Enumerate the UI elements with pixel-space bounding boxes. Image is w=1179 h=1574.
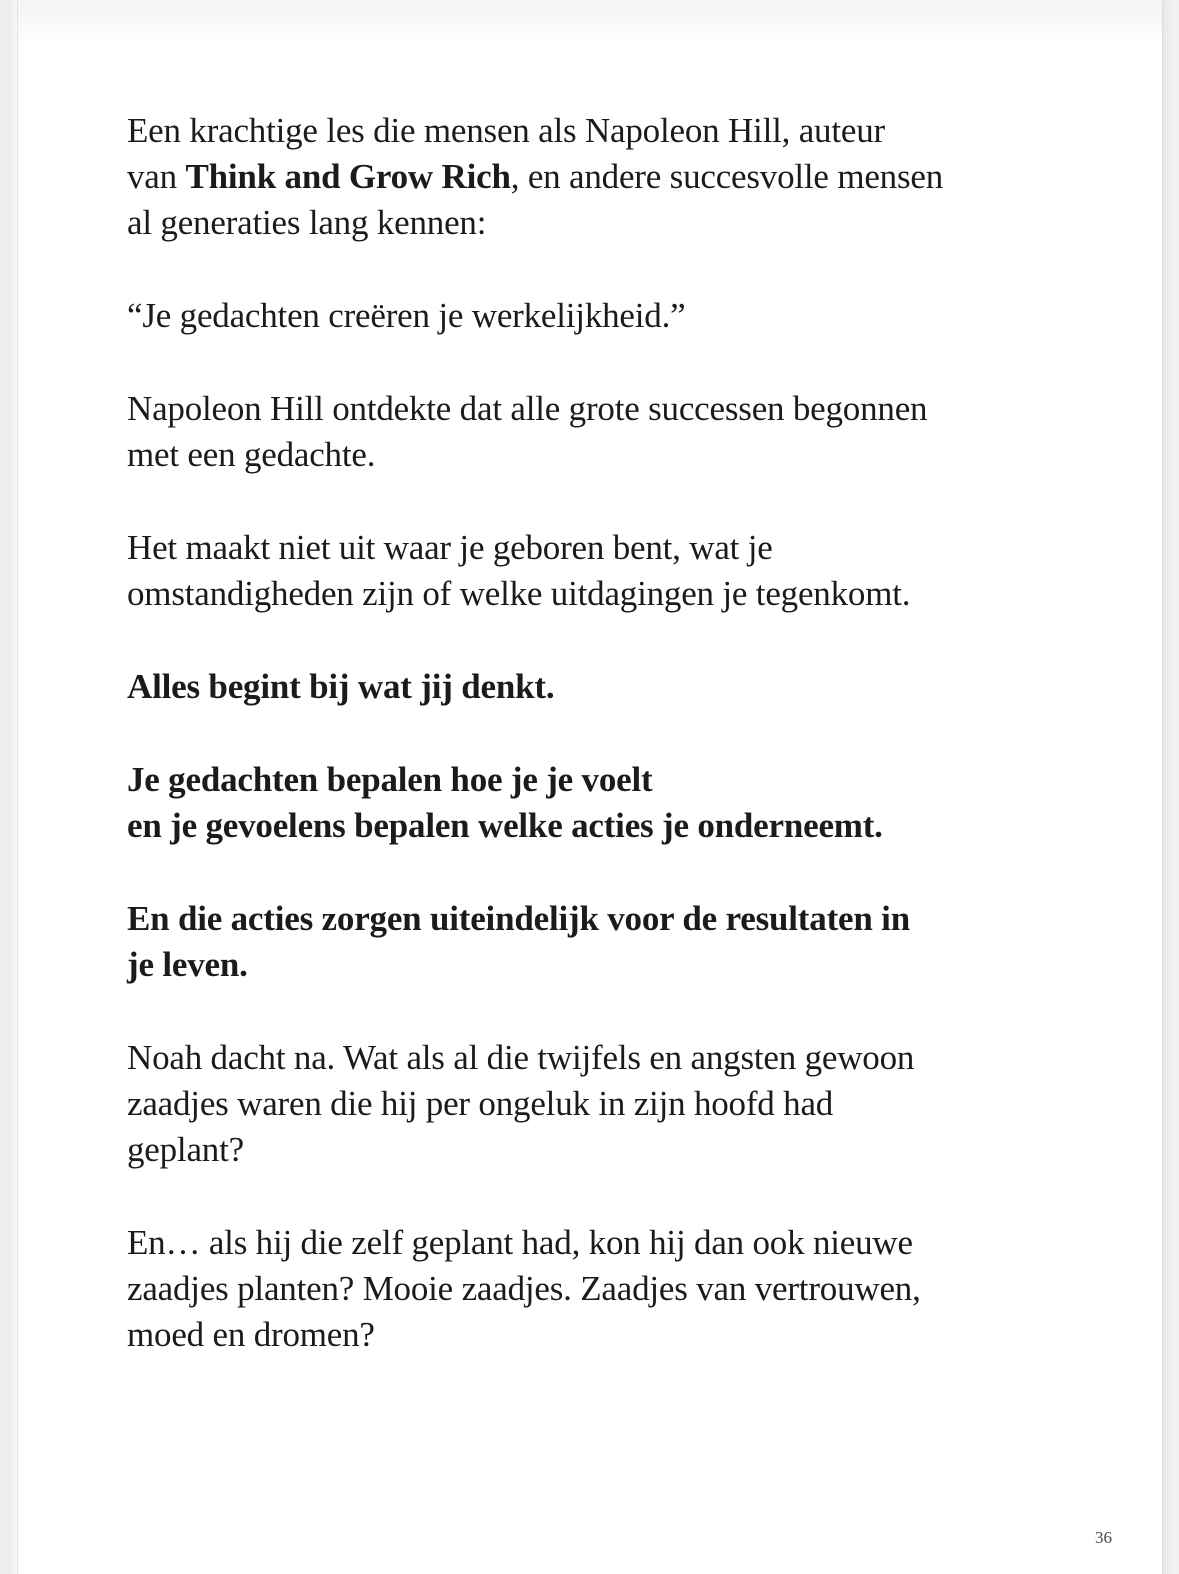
paragraph-key-feelings (127, 757, 1087, 849)
text-line: met een gedachte. (127, 435, 376, 474)
text-line: Het maakt niet uit waar je geboren bent, wat je (127, 528, 773, 567)
text-line: En… als hij die zelf geplant had, kon hij dan ook nieuwe (127, 1223, 913, 1262)
paragraph-noah-question (127, 1220, 1087, 1358)
book-page (18, 0, 1162, 1574)
book-title-emphasis: Think and Grow Rich (185, 157, 511, 196)
text-line: Alles begint bij wat jij denkt. (127, 667, 555, 706)
quote-line: “Je gedachten creëren je werkelijkheid.” (127, 296, 686, 335)
text-line: Napoleon Hill ontdekte dat alle grote successen begonnen (127, 389, 928, 428)
page-number: 36 (1095, 1528, 1112, 1547)
text-segment: van (127, 157, 186, 196)
text-line: En die acties zorgen uiteindelijk voor de resultaten in (127, 899, 910, 938)
text-line: Je gedachten bepalen hoe je je voelt (127, 760, 653, 799)
text-line: al generaties lang kennen: (127, 203, 487, 242)
paragraph-noah-thought (127, 1035, 1087, 1173)
text-line (127, 154, 1087, 200)
page-left-edge (0, 0, 18, 1574)
text-line: omstandigheden zijn of welke uitdagingen je tegenkomt. (127, 574, 911, 613)
paragraph-no-matter (127, 525, 1087, 617)
paragraph-hill-discovery (127, 386, 1087, 478)
text-line: geplant? (127, 1130, 244, 1169)
page-text-block (127, 108, 1087, 1405)
paragraph-key-results (127, 896, 1087, 988)
text-segment: , en andere succesvolle mensen (510, 157, 944, 196)
text-line: Een krachtige les die mensen als Napoleon Hill, auteur (127, 111, 885, 150)
paragraph-key-thought (127, 664, 1087, 710)
page-right-edge (1162, 0, 1179, 1574)
paragraph-intro (127, 108, 1087, 246)
page-top-shadow (18, 0, 1162, 46)
paragraph-quote (127, 293, 1087, 339)
text-line: zaadjes waren die hij per ongeluk in zijn hoofd had (127, 1084, 834, 1123)
text-line: moed en dromen? (127, 1315, 375, 1354)
text-line: zaadjes planten? Mooie zaadjes. Zaadjes van vertrouwen, (127, 1269, 921, 1308)
text-line: Noah dacht na. Wat als al die twijfels en angsten gewoon (127, 1038, 915, 1077)
text-line: en je gevoelens bepalen welke acties je onderneemt. (127, 806, 883, 845)
text-line: je leven. (127, 945, 248, 984)
